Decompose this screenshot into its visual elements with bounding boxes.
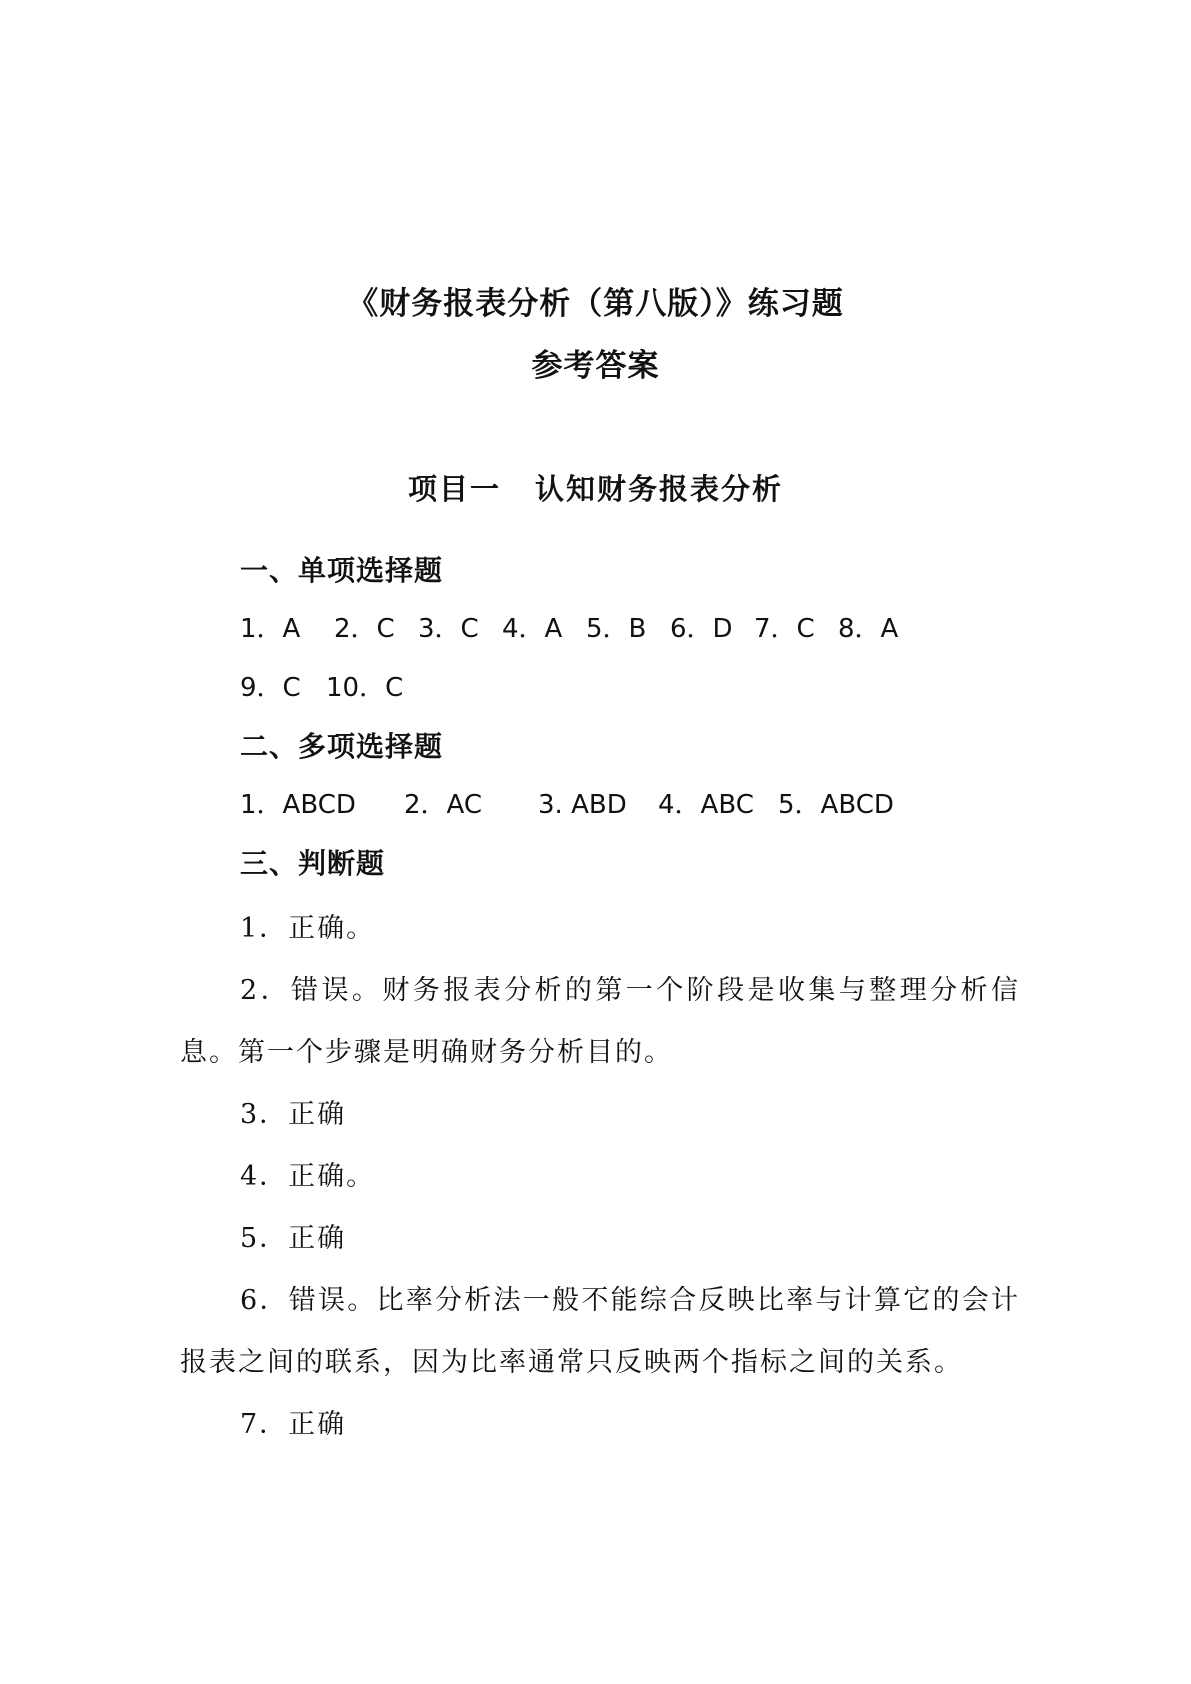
judgement-item-3: 3．正确 <box>240 1099 347 1130</box>
answer-item: 7．C <box>754 614 815 644</box>
answer-item: 1．ABCD <box>240 790 356 820</box>
answer-item: 2．AC <box>404 790 483 820</box>
single-choice-answers-row-2 <box>240 675 403 701</box>
single-choice-answers-row-1 <box>240 616 898 642</box>
answer-item: 2．C <box>334 614 395 644</box>
section-heading-true-false: 三、判断题 <box>240 847 386 880</box>
project-heading <box>0 467 1191 508</box>
judgement-item-5: 5．正确 <box>240 1223 347 1254</box>
multi-choice-answers-row-1 <box>240 792 894 818</box>
answer-item: 3. ABD <box>538 790 627 820</box>
answer-item: 4．ABC <box>658 790 754 820</box>
section-heading-multi-choice: 二、多项选择题 <box>240 730 444 763</box>
judgement-item-1: 1．正确。 <box>240 913 376 944</box>
section-heading-single-choice: 一、单项选择题 <box>240 554 444 587</box>
judgement-item-4: 4．正确。 <box>240 1161 376 1192</box>
answer-item: 10．C <box>326 673 404 703</box>
project-number: 项目一 <box>407 472 501 506</box>
answer-item: 8．A <box>838 614 899 644</box>
judgement-item-2: 2．错误。财务报表分析的第一个阶段是收集与整理分析信息。第一个步骤是明确财务分析目的。 <box>180 975 1020 1068</box>
project-name: 认知财务报表分析 <box>535 472 784 506</box>
answer-item: 4．A <box>502 614 563 644</box>
answer-item: 5．B <box>586 614 647 644</box>
document-title: 《财务报表分析（第八版）》练习题 <box>347 286 844 322</box>
judgement-item-7: 7．正确 <box>240 1409 347 1440</box>
answer-item: 1．A <box>240 614 301 644</box>
document-subtitle: 参考答案 <box>531 348 660 384</box>
answer-item: 5．ABCD <box>778 790 894 820</box>
answer-item: 3．C <box>418 614 479 644</box>
judgement-item-6: 6．错误。比率分析法一般不能综合反映比率与计算它的会计报表之间的联系，因为比率通常只反映两个指标之间的关系。 <box>180 1285 1020 1378</box>
answer-item: 9．C <box>240 673 301 703</box>
answer-item: 6．D <box>670 614 733 644</box>
